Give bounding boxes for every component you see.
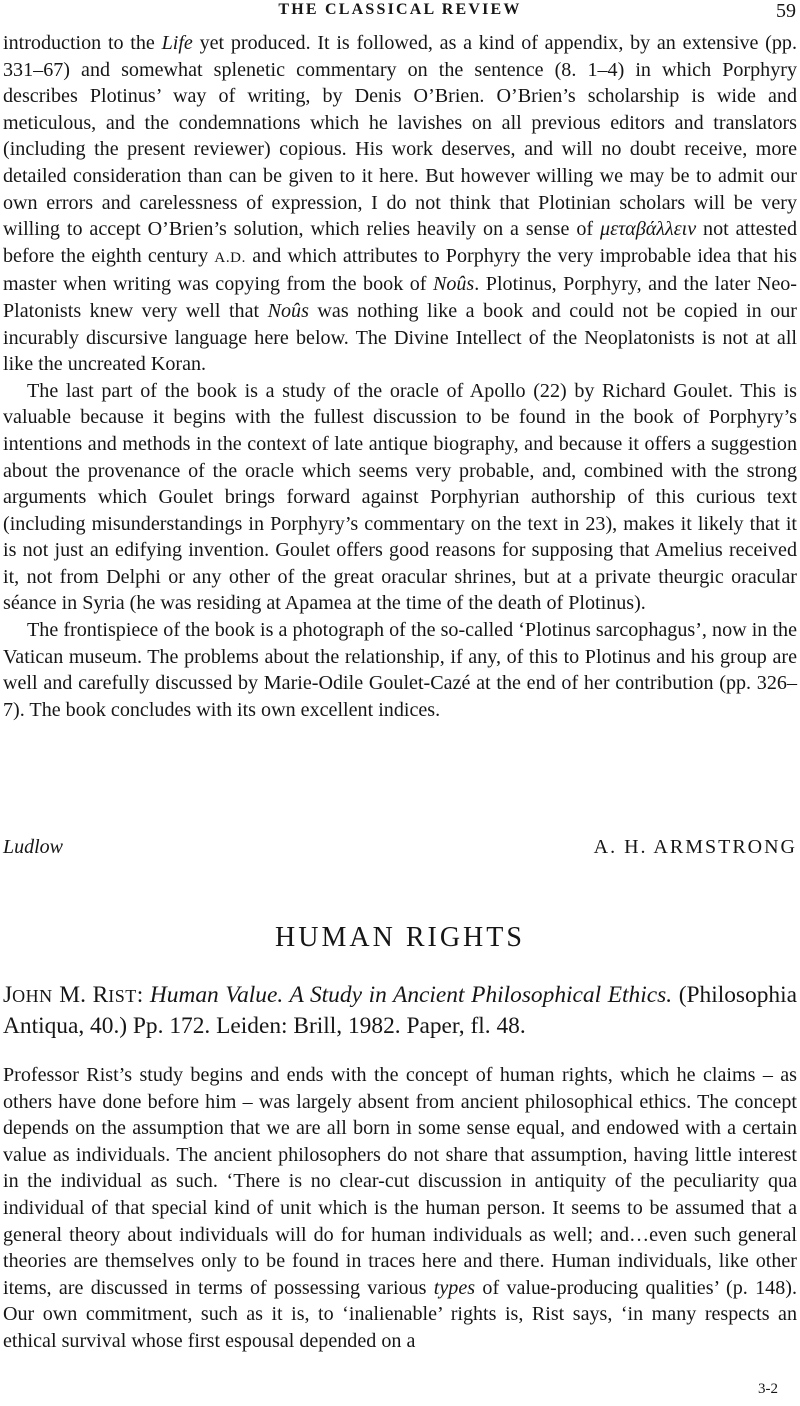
text-run: yet produced. It is followed, as a kind of appendix, by an extensive (pp. 331–67) and somewhat splenetic commentary on the sentence (8. 1–4) in which Porphyry describes Plotinus’ way of writing, by Denis O’Brien. O’Brien’s scholarship is wide and meticulous, and the condemnations which he lavishes on all previous editors and translators (including the present reviewer) copious. His work deserves, and will no doubt receive, more detailed consideration than can be given to it here. But however willing we may be to admit our own errors and carelessness of expression, I do not think that Plotinian scholars will be very willing to accept O’Brien’s solution, which relies heavily on a sense of — [3, 32, 797, 241]
review-armstrong-body — [3, 30, 797, 723]
text-run: was nothing like a book and could not be copied in our incurably discursive language here below. The Divine Intellect of the Neoplatonists is not at all like the uncreated Koran. — [3, 299, 797, 376]
author-initial: J — [3, 982, 13, 1008]
review-paragraph-1 — [3, 30, 797, 378]
running-head — [0, 0, 800, 26]
review-rist-body — [3, 1062, 797, 1355]
signature-mark: 3-2 — [758, 1381, 778, 1397]
author-name-part: IST — [108, 986, 137, 1006]
small-caps-ad: A.D. — [214, 249, 246, 266]
italic-title-life: Life — [161, 32, 193, 54]
signature-place: Ludlow — [3, 836, 64, 858]
review-paragraph-1 — [3, 1062, 797, 1355]
italic-nous: Noûs — [432, 273, 475, 296]
review-paragraph-2: The last part of the book is a study of the oracle of Apollo (22) by Richard Goulet. This is valuable because it begins with the fullest discussion to be found in the book of Porphyry’s intentions and methods in the context of late antique biography, and because it offers a suggestion about the provenance of the oracle which seems very probable, and, combined with the strong arguments which Goulet brings forward against Porphyrian authorship of this curious text (including misunderstandings in Porphyry’s commentary on the text in 23), makes it likely that it is not just an edifying invention. Goulet offers good reasons for supposing that Amelius received it, not from Delphi or any other of the great oracular shrines, but at a private theurgic oracular séance in Syria (he was residing at Apamea at the time of the death of Plotinus). — [3, 379, 797, 615]
citation-punctuation: : — [136, 982, 150, 1008]
book-details: (Philosophia Antiqua, 40.) Pp. 172. Leiden: Brill, 1982. Paper, fl. 48. — [3, 982, 797, 1039]
text-run: Professor Rist’s study begins and ends with the concept of human rights, which he claims – as others have done before him – was largely absent from ancient philosophical ethics. The concept depends on the assumption that we are all born in some sense equal, and endowed with a certain value as individuals. The ancient philosophers do not share that assumption, having little interest in the individual as such. ‘There is no clear-cut discussion in antiquity of the peculiarity qua individual of that special kind of unit which is the human person. It seems to be assumed that a general theory about individuals will do for human individuals as well; and…even such general theories are themselves only to be found in traces here and there. Human individuals, like other items, are discussed in terms of possessing various — [3, 1064, 797, 1299]
text-run: and which attributes to Porphyry the very improbable idea that his master when writing was copying from the book of — [3, 244, 797, 296]
page-number: 59 — [776, 0, 796, 22]
text-run: introduction to the — [3, 32, 162, 54]
book-title: Human Value. A Study in Ancient Philosophical Ethics. — [149, 982, 673, 1008]
section-heading: HUMAN RIGHTS — [275, 922, 525, 953]
journal-title: THE CLASSICAL REVIEW — [278, 1, 522, 18]
signature-author: A. H. ARMSTRONG — [593, 836, 797, 858]
text-run: not attested before the eighth century — [3, 218, 797, 267]
italic-nous: Noûs — [267, 299, 309, 322]
review-paragraph-3: The frontispiece of the book is a photograph of the so-called ‘Plotinus sarcophagus’, now in the Vatican museum. The problems about the relationship, if any, of this to Plotinus and his group are well and carefully discussed by Marie-Odile Goulet-Cazé at the end of her contribution (pp. 326–7). The book concludes with its own excellent indices. — [3, 619, 797, 721]
author-initial: R — [92, 982, 109, 1008]
book-citation — [3, 980, 797, 1041]
review-signature — [3, 836, 797, 866]
text-run: of value-producing qualities’ (p. 148). Our own commitment, such as it is, to ‘inalienable’ rights is, Rist says, ‘in many respects an ethical survival whose first espousal depended on a — [3, 1276, 797, 1352]
greek-word: μεταβάλλειν — [599, 218, 697, 241]
text-run: . Plotinus, Porphyry, and the later Neo-Platonists knew very well that — [3, 273, 797, 322]
author-name-part: M. — [52, 982, 93, 1008]
author-name-part: OHN — [12, 986, 53, 1006]
italic-types: types — [433, 1276, 476, 1299]
